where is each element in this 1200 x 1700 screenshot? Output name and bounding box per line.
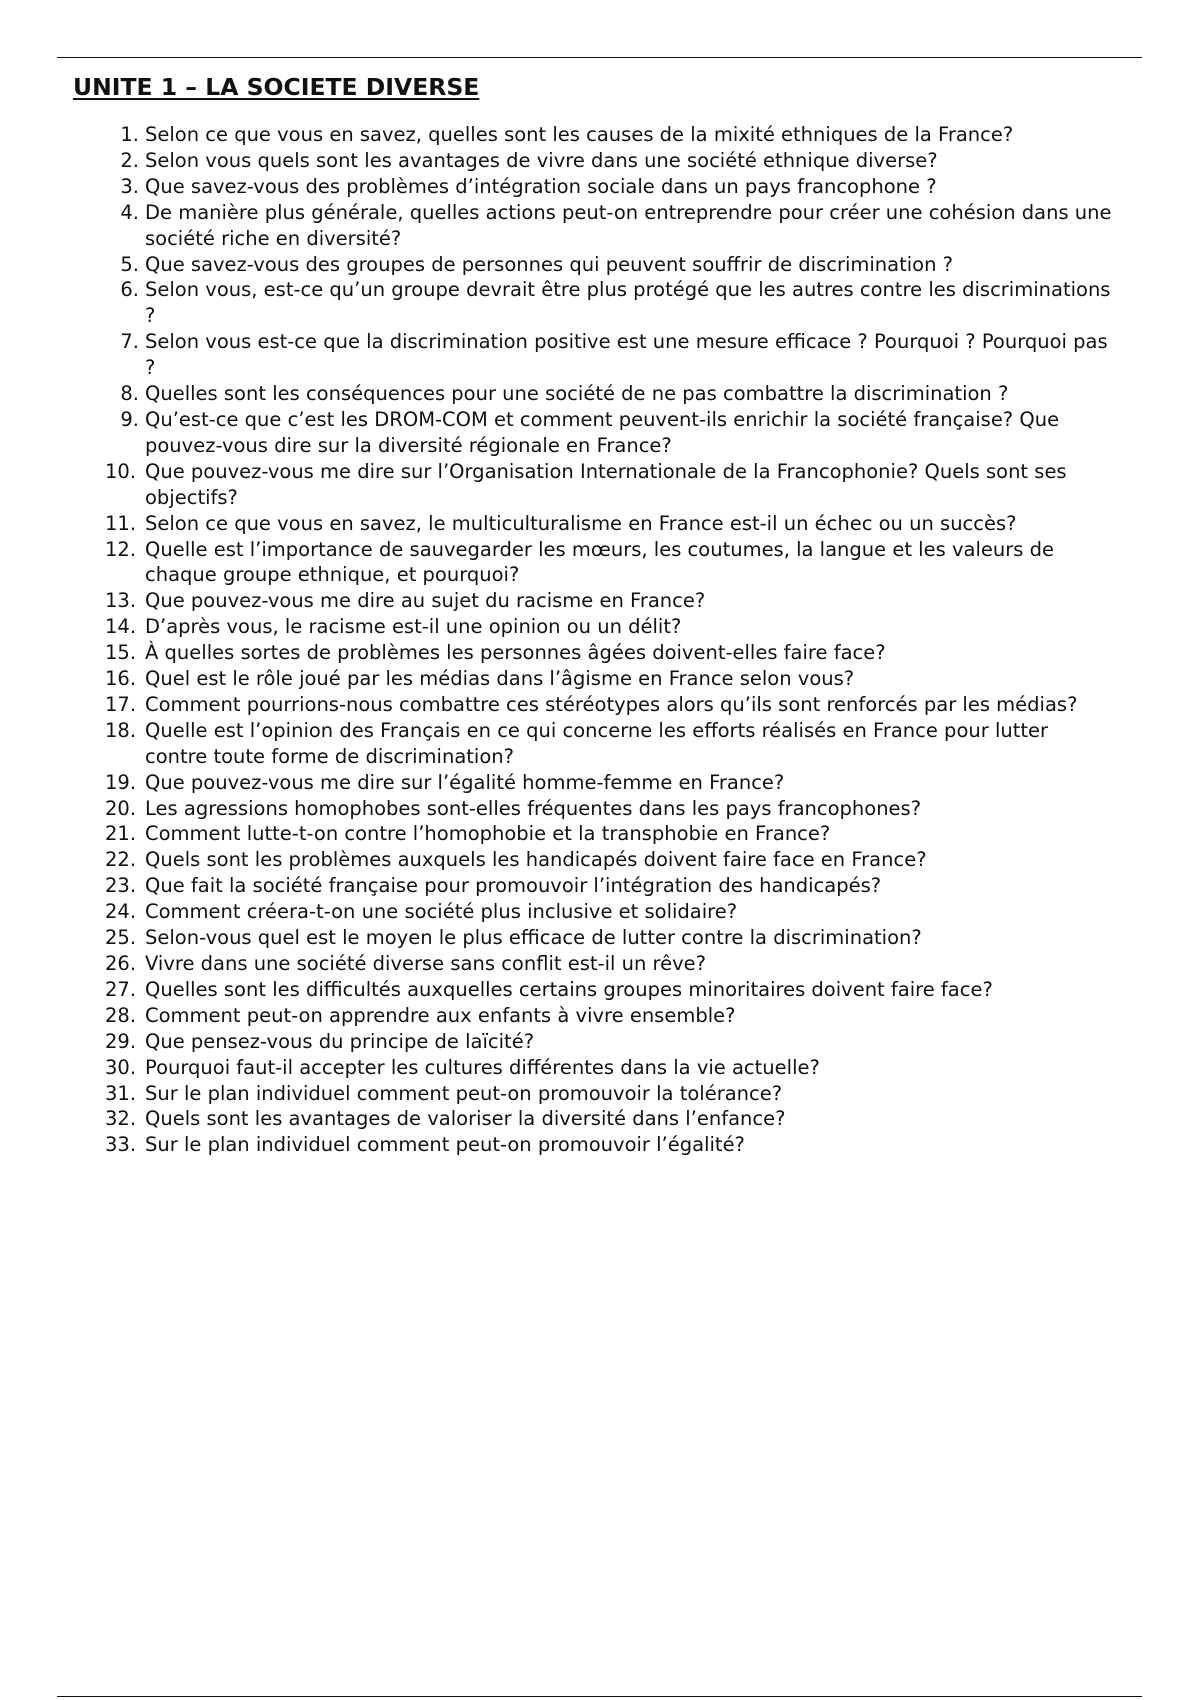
question-item bbox=[105, 1081, 1115, 1107]
question-number: 21. bbox=[105, 822, 137, 846]
question-text: Selon vous, est-ce qu’un groupe devrait être plus protégé que les autres contre les discriminations ? bbox=[145, 278, 1111, 328]
question-number: 29. bbox=[105, 1029, 137, 1053]
question-item bbox=[105, 381, 1115, 407]
question-number: 19. bbox=[105, 770, 137, 794]
question-number: 3. bbox=[120, 174, 139, 198]
question-text: Selon vous quels sont les avantages de vivre dans une société ethnique diverse? bbox=[145, 148, 938, 172]
question-number: 24. bbox=[105, 900, 137, 924]
question-text: Que pensez-vous du principe de laïcité? bbox=[145, 1029, 535, 1053]
question-number: 4. bbox=[120, 200, 139, 224]
question-text: Quelles sont les difficultés auxquelles certains groupes minoritaires doivent faire face? bbox=[145, 977, 993, 1001]
question-text: Comment créera-t-on une société plus inclusive et solidaire? bbox=[145, 900, 738, 924]
question-number: 10. bbox=[105, 459, 137, 483]
question-number: 25. bbox=[105, 926, 137, 950]
question-item bbox=[105, 1106, 1115, 1132]
question-text: Que pouvez-vous me dire sur l’égalité homme-femme en France? bbox=[145, 770, 785, 794]
question-item bbox=[105, 148, 1115, 174]
question-item bbox=[105, 614, 1115, 640]
question-number: 13. bbox=[105, 589, 137, 613]
question-item bbox=[105, 1003, 1115, 1029]
question-item bbox=[105, 1055, 1115, 1081]
question-number: 26. bbox=[105, 952, 137, 975]
question-number: 15. bbox=[105, 641, 137, 665]
question-number: 32. bbox=[105, 1107, 137, 1131]
question-text: De manière plus générale, quelles actions peut-on entreprendre pour créer une cohésion dans une société riche en diversité? bbox=[145, 200, 1112, 250]
question-text: Que savez-vous des problèmes d’intégration sociale dans un pays francophone ? bbox=[145, 174, 937, 198]
question-number: 7. bbox=[120, 330, 139, 354]
question-item bbox=[105, 718, 1115, 770]
question-text: Quel est le rôle joué par les médias dans l’âgisme en France selon vous? bbox=[145, 667, 855, 691]
question-item bbox=[105, 899, 1115, 925]
question-text: Pourquoi faut-il accepter les cultures différentes dans la vie actuelle? bbox=[145, 1055, 820, 1079]
question-text: Que savez-vous des groupes de personnes qui peuvent souffrir de discrimination ? bbox=[145, 252, 954, 276]
question-item bbox=[105, 329, 1115, 381]
top-rule bbox=[57, 57, 1142, 58]
question-number: 30. bbox=[105, 1055, 137, 1079]
question-item bbox=[105, 588, 1115, 614]
question-item bbox=[105, 821, 1115, 847]
question-text: Quelle est l’opinion des Français en ce qui concerne les efforts réalisés en France pour lutter contre toute forme de discrimination? bbox=[145, 718, 1049, 768]
question-item bbox=[105, 511, 1115, 537]
question-list bbox=[105, 122, 1115, 1158]
question-text: Sur le plan individuel comment peut-on promouvoir l’égalité? bbox=[145, 1133, 745, 1157]
question-number: 20. bbox=[105, 796, 137, 820]
question-text: Selon vous est-ce que la discrimination positive est une mesure efficace ? Pourquoi ? Pourquoi pas ? bbox=[145, 330, 1108, 380]
question-text: Que pouvez-vous me dire au sujet du racisme en France? bbox=[145, 589, 706, 613]
question-number: 11. bbox=[105, 511, 137, 535]
question-item bbox=[105, 951, 1115, 977]
question-number: 33. bbox=[105, 1133, 137, 1157]
question-item bbox=[105, 977, 1115, 1003]
question-text: Sur le plan individuel comment peut-on promouvoir la tolérance? bbox=[145, 1081, 783, 1105]
question-text: Que fait la société française pour promouvoir l’intégration des handicapés? bbox=[145, 874, 882, 898]
unit-heading: UNITE 1 – LA SOCIETE DIVERSE bbox=[73, 73, 480, 101]
question-number: 28. bbox=[105, 1003, 137, 1027]
question-item bbox=[105, 1132, 1115, 1158]
question-item bbox=[105, 537, 1115, 589]
question-text: Quels sont les problèmes auxquels les handicapés doivent faire face en France? bbox=[145, 848, 927, 872]
question-item bbox=[105, 873, 1115, 899]
question-text: Quelles sont les conséquences pour une société de ne pas combattre la discrimination ? bbox=[145, 382, 1009, 406]
question-number: 22. bbox=[105, 848, 137, 872]
question-number: 1. bbox=[120, 123, 139, 146]
question-text: Vivre dans une société diverse sans conflit est-il un rêve? bbox=[145, 952, 707, 975]
question-text: Quelle est l’importance de sauvegarder les mœurs, les coutumes, la langue et les valeurs de chaque groupe ethnique, et pourquoi? bbox=[145, 537, 1054, 587]
question-item bbox=[105, 666, 1115, 692]
question-number: 16. bbox=[105, 667, 137, 691]
question-number: 27. bbox=[105, 977, 137, 1001]
bottom-rule bbox=[57, 1696, 1142, 1697]
question-text: Selon-vous quel est le moyen le plus efficace de lutter contre la discrimination? bbox=[145, 926, 922, 950]
question-item bbox=[105, 1029, 1115, 1055]
question-number: 31. bbox=[105, 1081, 137, 1105]
question-item bbox=[105, 796, 1115, 822]
question-text: Comment lutte-t-on contre l’homophobie et la transphobie en France? bbox=[145, 822, 831, 846]
question-item bbox=[105, 925, 1115, 951]
question-text: Les agressions homophobes sont-elles fréquentes dans les pays francophones? bbox=[145, 796, 922, 820]
question-item bbox=[105, 640, 1115, 666]
question-item bbox=[105, 459, 1115, 511]
question-number: 6. bbox=[120, 278, 139, 302]
question-text: Comment peut-on apprendre aux enfants à vivre ensemble? bbox=[145, 1003, 736, 1027]
question-item bbox=[105, 277, 1115, 329]
question-text: À quelles sortes de problèmes les personnes âgées doivent-elles faire face? bbox=[145, 641, 886, 665]
question-item bbox=[105, 252, 1115, 278]
question-item bbox=[105, 174, 1115, 200]
question-number: 17. bbox=[105, 692, 137, 716]
question-item bbox=[105, 770, 1115, 796]
question-text: D’après vous, le racisme est-il une opinion ou un délit? bbox=[145, 615, 682, 639]
question-item bbox=[105, 847, 1115, 873]
question-number: 23. bbox=[105, 874, 137, 898]
question-text: Selon ce que vous en savez, le multiculturalisme en France est-il un échec ou un succès? bbox=[145, 511, 1017, 535]
question-number: 9. bbox=[120, 407, 139, 431]
question-number: 18. bbox=[105, 718, 137, 742]
question-number: 2. bbox=[120, 148, 139, 172]
question-text: Selon ce que vous en savez, quelles sont les causes de la mixité ethniques de la France? bbox=[145, 123, 1014, 146]
question-item bbox=[105, 692, 1115, 718]
question-number: 8. bbox=[120, 382, 139, 406]
question-item bbox=[105, 407, 1115, 459]
question-number: 5. bbox=[120, 252, 139, 276]
question-text: Quels sont les avantages de valoriser la diversité dans l’enfance? bbox=[145, 1107, 786, 1131]
question-text: Qu’est-ce que c’est les DROM-COM et comment peuvent-ils enrichir la société française? Que pouvez-vous dire sur la diversité régionale en France? bbox=[145, 407, 1060, 457]
question-item bbox=[105, 122, 1115, 148]
question-number: 12. bbox=[105, 537, 137, 561]
question-text: Que pouvez-vous me dire sur l’Organisation Internationale de la Francophonie? Quels sont ses objectifs? bbox=[145, 459, 1067, 509]
question-item bbox=[105, 200, 1115, 252]
question-text: Comment pourrions-nous combattre ces stéréotypes alors qu’ils sont renforcés par les médias? bbox=[145, 692, 1078, 716]
question-number: 14. bbox=[105, 615, 137, 639]
